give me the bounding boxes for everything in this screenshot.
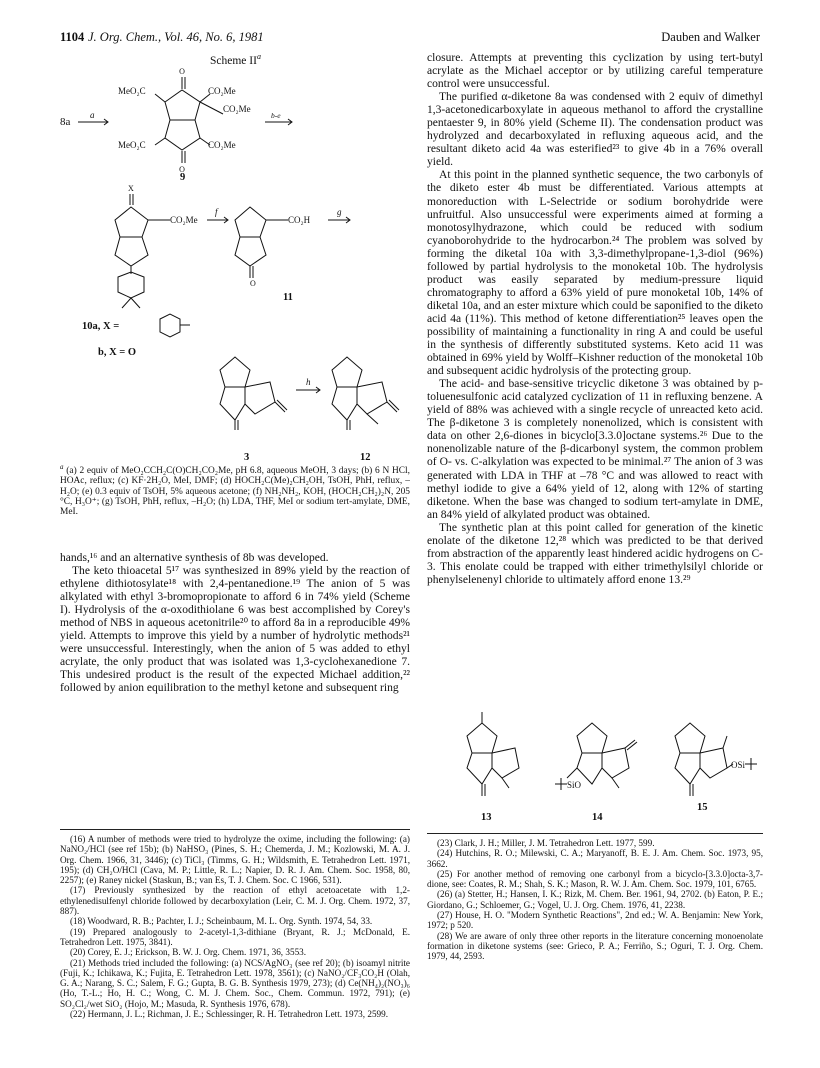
label-14: 14 xyxy=(592,812,603,823)
left-footnote-rule xyxy=(60,829,410,830)
footnote-18: (18) Woodward, R. B.; Pachter, I. J.; Scheinbaum, M. L. Org. Synth. 1974, 54, 33. xyxy=(70,916,373,927)
right-paragraph-2: The purified α-diketone 8a was condensed with 2 equiv of dimethyl 1,3-acetonedicarboxylate in aqueous methanol to afford the crystalline pentaester 9, in 80% yield (Scheme II). The condensation product was hydrolyzed and decarboxylated in refluxing aqueous acid, and the resultant diketo acid 4a was esterified²³ to give 4b in a 76% overall yield. xyxy=(427,91,763,169)
sub-co2me-bot: CO₂Me xyxy=(208,140,236,150)
svg-text:O: O xyxy=(250,279,256,288)
left-footnotes xyxy=(60,834,410,1019)
right-footnotes xyxy=(427,838,763,962)
left-paragraph-1: hands,¹⁶ and an alternative synthesis of 8b was developed. xyxy=(60,552,329,564)
right-paragraph-1: closure. Attempts at preventing this cyclization by using tert-butyl acrylate as the Michael acceptor or by utilizing careful temperature control were unsuccessful. xyxy=(427,52,763,91)
footnote-25: (25) For another method of removing one carbonyl from a bicyclo-[3.3.0]octa-3,7-dione, see: Coates, R. M.; Shah, S. K.; Mason, R. W. J. Am. Chem. Soc. 1979, 101, 6765. xyxy=(427,868,763,890)
sub-co2h-11: CO₂H xyxy=(288,215,311,225)
label-13: 13 xyxy=(481,812,492,823)
si-14: SiO xyxy=(567,780,582,790)
arrow-f-label: f xyxy=(215,207,218,217)
label-8a: 8a xyxy=(60,116,71,128)
footnote-27: (27) House, H. O. "Modern Synthetic Reactions", 2nd ed.; W. A. Benjamin: New York, 1972; p 520. xyxy=(427,910,763,931)
page-number: 1104 xyxy=(60,30,85,44)
scheme-footnote: $^a$ (a) 2 equiv of MeO₂CCH₂C(O)CH₂CO₂Me, pH 6.8, aqueous MeOH, 3 days; (b) 6 N HCl, HOAc, reflux; (c) KF·2H₂O, MeI, DMF; (d) HOCH₂C(Me)₂CH₂OH, TsOH, PhH, reflux, –H₂O; (e) 0.3 equiv of TsOH, 5% aqueous acetone; (f) NH₂NH₂, KOH, (HOCH₂CH₂)₂N, 205 °C, H₃O⁺; (g) TsOH, PhH, reflux, –H₂O; (h) LDA, THF, MeI or sodium tert-amylate, DME, MeI. xyxy=(60,463,411,518)
compound-10-structure xyxy=(115,184,170,308)
running-header xyxy=(60,30,760,44)
right-paragraph-3: At this point in the planned synthetic sequence, the two carbonyls of the diketo ester 4b must be differentiated. Various attempts at monoreduction with L-Selectride or sodium borohydride were unfruitful. Also unsuccessful were experiments aimed at forming a monotosylhydrazone, which could be reduced with sodium cyanoborohydride to the hydrocarbon.²⁴ The problem was solved by forming the diketal 10a with 3,3-dimethylpropane-1,3-diol (96%) followed by partial hydrolysis to the monoketal 10b. The hydrolysis product was easily separated by medium-pressure liquid chromatography to afford a 63% yield of pure monoketal 10b, 14% of diketal 10a, and an ester mixture which could be saponified to the diketo acid 4a (11%). This method of ketone differentiation²⁵ leaves open the possibility of maintaining a functionality in ring A and could be useful in the synthesis of differently substituted systems. Keto acid 11 was obtained in 69% yield by Wolff–Kishner reduction of the monoketal 10b and subsequent acidic hydrolysis of the protecting group. xyxy=(427,169,763,378)
si-15: OSi xyxy=(731,760,746,770)
scheme-title: Scheme $II^a$ xyxy=(210,52,261,67)
right-paragraph-5: The synthetic plan at this point called for generation of the kinetic enolate of the diketone 12,²⁸ which was predicted to be that derived from abstraction of the apparently least hindered acidic hydrogens on C-3. This enolate could be trapped with either trimethylsilyl chloride or phenylselenenyl chloride to ultimately afford enone 13.²⁹ xyxy=(427,521,763,586)
sub-meo2c-top: MeO₂C xyxy=(118,86,146,96)
scheme-ii xyxy=(60,52,410,464)
arrow-a-label: a xyxy=(90,110,95,120)
footnote-20: (20) Corey, E. J.; Erickson, B. W. J. Org. Chem. 1971, 36, 3553. xyxy=(70,947,307,958)
label-3: 3 xyxy=(244,452,250,463)
footnote-16: (16) A number of methods were tried to hydrolyze the oxime, including the following: (a) NaNO₂/HCl (see ref 15b); (b) NaHSO₃ (Pines, S. H.; Chemerda, J. M.; Kozlowski, M. A. J. Org. Chem. 1966, 31, 3446); (c) TiCl₃ (Timms, G. H.; Wildsmith, E. Tetrahedron Lett. 1971, 195); (d) CH₂O/HCl (Cava, M. P.; Little, R. L.; Napier, D. R. J. Am. Chem. Soc. 1958, 80, 2257); (e) Raney nickel (Staskun, B.; van Es, T. J. Chem. Soc. C 1966, 531). xyxy=(60,834,410,886)
sub-co2me-top: CO₂Me xyxy=(208,86,236,96)
svg-text:O: O xyxy=(179,165,185,174)
compound-13-structure xyxy=(467,712,519,796)
compound-3-structure xyxy=(220,357,287,430)
label-x: X xyxy=(128,184,134,193)
left-column-body xyxy=(60,552,410,696)
footnote-23: (23) Clark, J. H.; Miller, J. M. Tetrahedron Lett. 1977, 599. xyxy=(437,838,655,848)
sub-co2me-10: CO₂Me xyxy=(170,215,198,225)
label-10a: 10a, X = xyxy=(82,321,120,332)
footnote-26: (26) (a) Stetter, H.; Hansen, I. K.; Rizk, M. Chem. Ber. 1961, 94, 2702. (b) Eaton, P. E.; Giordano, G.; Schloemer, G.; Vogel, U. J. Org. Chem. 1976, 41, 2238. xyxy=(427,889,763,910)
svg-text:O: O xyxy=(179,67,185,76)
label-11: 11 xyxy=(283,292,293,303)
left-paragraph-2: The keto thioacetal 5¹⁷ was synthesized in 89% yield by the reaction of ethylene dithiotosylate¹⁸ with 2,4-pentanedione.¹⁹ The anion of 5 was alkylated with ethyl 3-bromopropionate to afford 6 in 74% yield (Scheme I). Hydrolysis of the α-oxodithiolane 6 was best accomplished by Corey's method of NBS in aqueous acetonitrile²⁰ to afford 8a in a reproducible 49% yield. Attempts to improve this yield by a number of hydrolytic methods²¹ were unsuccessful. Interestingly, when the anion of 5 was added to ethyl acrylate, the only product that was isolated was 1,3-cyclohexanedione 7. This undesired product is the result of the expected Michael addition,²² followed by anion equilibration to the methyl ketone and subsequent ring xyxy=(60,565,410,695)
right-footnote-rule xyxy=(427,833,763,834)
journal-citation: J. Org. Chem., Vol. 46, No. 6, 1981 xyxy=(88,30,264,44)
compound-11-structure xyxy=(235,207,288,278)
footnote-24: (24) Hutchins, R. O.; Milewski, C. A.; Maryanoff, B. E. J. Am. Chem. Soc. 1973, 95, 3662. xyxy=(427,848,763,869)
right-paragraph-4: The acid- and base-sensitive tricyclic diketone 3 was obtained by p-toluenesulfonic acid catalyzed cyclization of 11 in refluxing benzene. A yield of 88% was achieved with a single recycle of unreacted keto acid. The β-diketone 3 is completely nonenolized, which is consistent with data on other 2,6-diones in bicyclo[3.3.0]octane systems.²⁶ Due to the nonenolizable nature of the β-dicarbonyl system, the common problem of O- vs. C-alkylation was expected to be minimal.²⁷ The anion of 3 was generated with LDA in THF at –78 °C and was allowed to react with methyl iodide to give a 64% yield of 12, along with 12% of starting diketone. When the base was changed to sodium tert-amylate in DME, an 84% yield of alkylated product was obtained. xyxy=(427,378,763,521)
label-10b: b, X = O xyxy=(98,347,137,358)
right-column-body xyxy=(427,52,763,587)
arrow-b-e-label: b-e xyxy=(271,111,281,120)
label-12: 12 xyxy=(360,452,371,463)
footnote-21: (21) Methods tried included the following: (a) NCS/AgNO₃ (see ref 20); (b) isoamyl nitrite (Fuji, K.; Ichikawa, K.; Fujita, E. Tetrahedron Lett. 1978, 3561); (c) NaNO₂/CF₃CO₂H (Olah, G. A.; Narang, S. C.; Salem, F. G.; Gupta, B. G. B. Synthesis 1979, 273); (d) Ce(NH₄)₂(NO₃)₆ (Ho, T.-L.; Ho, H. C.; Wong, C. M. J. Chem. Soc., Chem. Commun. 1972, 791); (e) SO₂Cl₂/wet SiO₂ (Hojo, M.; Masuda, R. Synthesis 1976, 678). xyxy=(60,957,410,1009)
sub-meo2c-bot: MeO₂C xyxy=(118,140,146,150)
label-15: 15 xyxy=(697,802,708,813)
footnote-22: (22) Hermann, J. L.; Richman, J. E.; Schlessinger, R. H. Tetrahedron Lett. 1973, 2599. xyxy=(70,1009,389,1020)
structures-13-15 xyxy=(427,706,763,826)
sub-co2me-side: CO₂Me xyxy=(223,104,251,114)
footnote-19: (19) Prepared analogously to 2-acetyl-1,3-dithiane (Bryant, R. J.; McDonald, E. Tetrahedron Lett. 1975, 3841). xyxy=(60,926,410,947)
arrow-g-label: g xyxy=(337,207,342,217)
compound-12-structure xyxy=(332,357,399,430)
label-9: 9 xyxy=(180,172,186,183)
footnote-17: (17) Previously synthesized by the reaction of ethyl acetoacetate with 1,2-ethylenedisulfenyl chloride followed by decarboxylation (Leir, C. M. J. Org. Chem. 1972, 37, 887). xyxy=(60,885,410,917)
arrow-h-label: h xyxy=(306,377,311,387)
scheme-drawing xyxy=(60,52,410,464)
running-authors: Dauben and Walker xyxy=(661,30,760,44)
footnote-28: (28) We are aware of only three other reports in the literature concerning monoenolate formation in diketone systems (see: Grieco, P. A.; Ferriño, S.; Oguri, T. J. Org. Chem. 1979, 44, 2593. xyxy=(427,930,763,962)
